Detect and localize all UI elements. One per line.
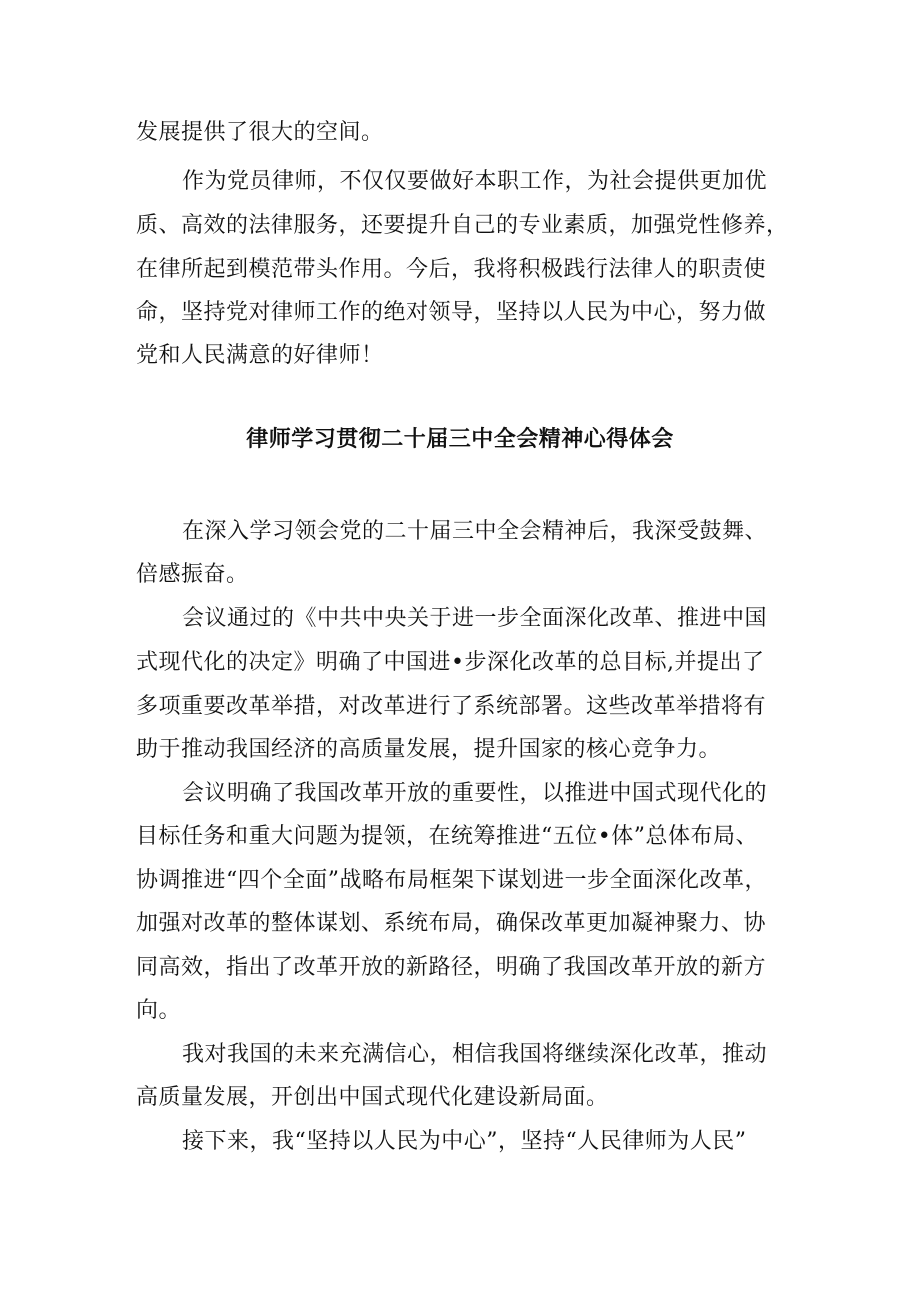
paragraph-line: 质、高效的法律服务，还要提升自己的专业素质，加强党性修养， — [136, 213, 789, 238]
paragraph-line: 作为党员律师，不仅仅要做好本职工作，为社会提供更加优 — [182, 169, 768, 194]
paragraph-line: 在律所起到模范带头作用。今后，我将积极践行法律人的职责使 — [136, 257, 767, 282]
paragraph-line: 加强对改革的整体谋划、系统布局，确保改革更加凝神聚力、协 — [136, 911, 767, 936]
article-title: 律师学习贯彻二十届三中全会精神心得体会 — [246, 426, 674, 452]
paragraph-line: 向。 — [136, 998, 182, 1023]
paragraph-line: 在深入学习领会党的二十届三中全会精神后，我深受鼓舞、 — [182, 519, 768, 544]
paragraph-line: 党和人民满意的好律师！ — [136, 343, 384, 368]
paragraph-line: 助于推动我国经济的高质量发展，提升国家的核心竞争力。 — [136, 737, 722, 762]
paragraph-line: 协调推进“四个全面”战略布局框架下谋划进一步全面深化改革， — [136, 868, 767, 893]
paragraph-line: 命，坚持党对律师工作的绝对领导，坚持以人民为中心，努力做 — [136, 300, 767, 325]
paragraph-line: 倍感振奋。 — [136, 562, 249, 587]
paragraph-line: 发展提供了很大的空间。 — [136, 120, 384, 145]
paragraph-line: 会议明确了我国改革开放的重要性，以推进中国式现代化的 — [182, 781, 768, 806]
paragraph-line: 会议通过的《中共中央关于进一步全面深化改革、推进中国 — [182, 606, 768, 631]
paragraph-line: 多项重要改革举措，对改革进行了系统部署。这些改革举措将有 — [136, 694, 767, 719]
paragraph-line: 目标任务和重大问题为提领，在统筹推进“五位•体”总体布局、 — [136, 824, 758, 849]
paragraph-line: 式现代化的决定》明确了中国进•步深化改革的总目标,并提出了 — [136, 650, 765, 675]
paragraph-line: 高质量发展，开创出中国式现代化建设新局面。 — [136, 1085, 609, 1110]
paragraph-line: 同高效，指出了改革开放的新路径，明确了我国改革开放的新方 — [136, 955, 767, 980]
paragraph-line: 接下来，我“坚持以人民为中心”，坚持“人民律师为人民” — [182, 1129, 747, 1154]
paragraph-line: 我对我国的未来充满信心，相信我国将继续深化改革，推动 — [182, 1042, 768, 1067]
